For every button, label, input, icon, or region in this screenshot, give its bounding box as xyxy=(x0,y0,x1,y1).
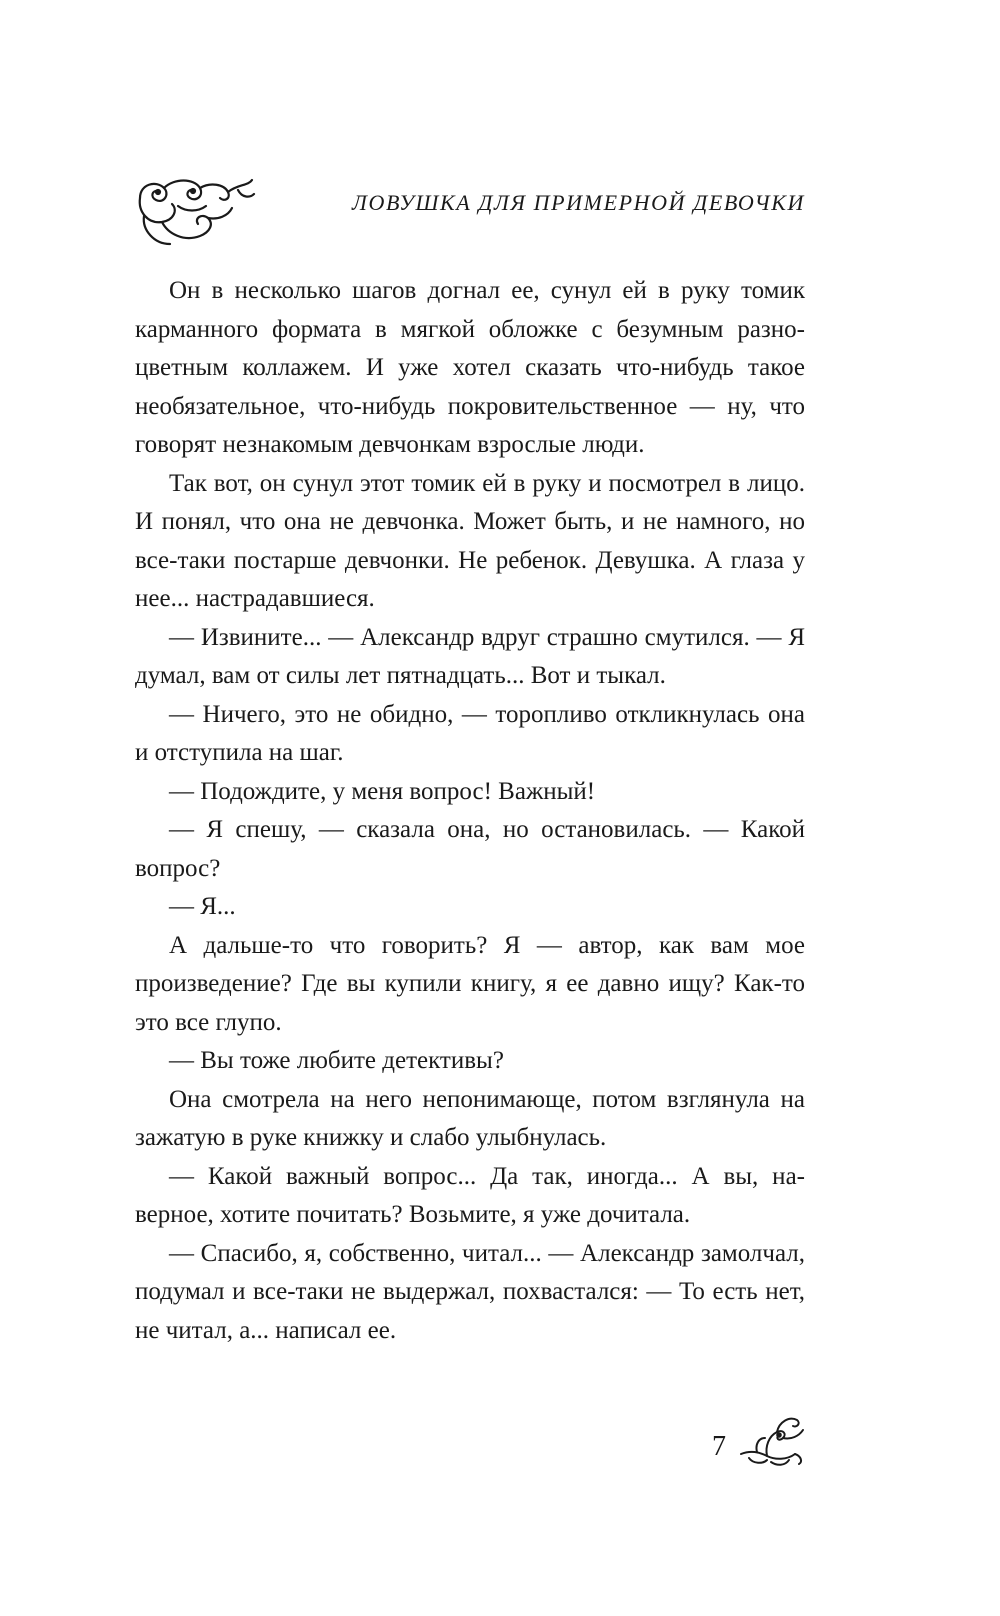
paragraph: А дальше-то что говорить? Я — автор, как вам мое произведение? Где вы купили книгу, я ее давно ищу? Как-то это все глупо. xyxy=(135,931,805,1036)
page-number: 7 xyxy=(712,1431,726,1462)
paragraph: Он в несколько шагов догнал ее, сунул ей в руку томик карманного формата в мягкой обложке с безумным разноцветным коллажем. И уже хотел сказать что-нибудь такое необязательное, что-нибудь покровительственное — ну, что говорят незнакомым девчонкам взрослые люди. xyxy=(135,277,805,458)
paragraph: — Я спешу, — сказала она, но остановилась. — Какой вопрос? xyxy=(135,816,805,882)
leaf-flourish-icon xyxy=(737,1410,807,1468)
flourish-ornament-icon xyxy=(134,172,258,250)
paragraph: Она смотрела на него непонимающе, потом взглянула на зажатую в руке книжку и слабо улыбнулась. xyxy=(135,1085,805,1151)
paragraph: — Вы тоже любите детективы? xyxy=(169,1047,504,1074)
running-title: ЛОВУШКА ДЛЯ ПРИМЕРНОЙ ДЕВОЧКИ xyxy=(351,190,805,215)
paragraph: — Извините... — Александр вдруг страшно смутился. — Я думал, вам от силы лет пятнадцать... Вот и тыкал. xyxy=(135,623,805,689)
body-text xyxy=(135,272,805,1350)
paragraph: — Спасибо, я, собственно, читал... — Александр замолчал, подумал и все-таки не выдержал, похвастался: — То есть нет, не читал, а... написал ее. xyxy=(135,1239,805,1344)
paragraph: Так вот, он сунул этот томик ей в руку и посмотрел в лицо. И понял, что она не девчонка. Может быть, и не намного, но все-таки постарше девчонки. Не ребенок. Девушка. А глаза у нее... настрадавшиеся. xyxy=(135,469,805,612)
paragraph: — Какой важный вопрос... Да так, иногда... А вы, наверное, хотите почитать? Возьмите, я уже дочитала. xyxy=(135,1162,805,1228)
paragraph: — Подождите, у меня вопрос! Важный! xyxy=(169,777,596,805)
paragraph: — Ничего, это не обидно, — торопливо откликнулась она и отступила на шаг. xyxy=(135,700,805,766)
paragraph: — Я... xyxy=(169,893,236,920)
